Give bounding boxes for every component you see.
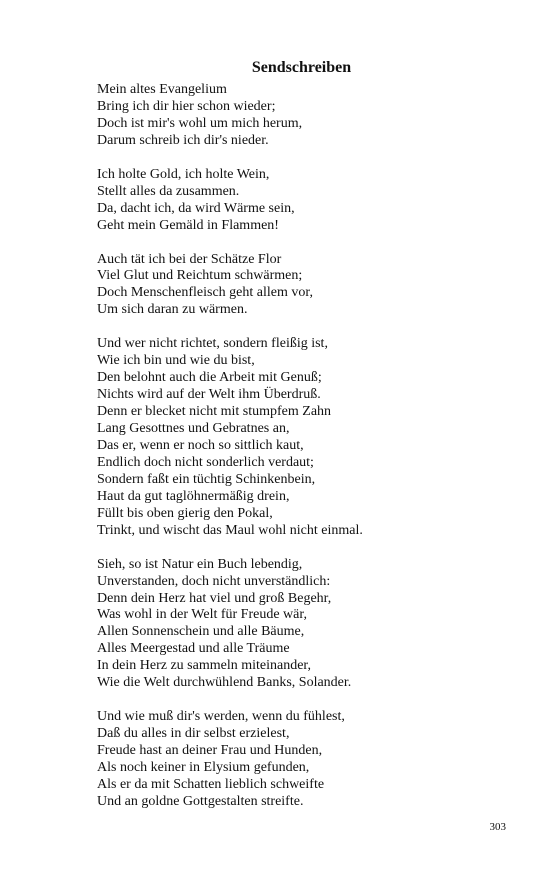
stanza (97, 252, 517, 320)
verse-line: Bring ich dir hier schon wieder; (97, 98, 276, 114)
verse-line: Sondern faßt ein tüchtig Schinkenbein, (97, 471, 316, 487)
stanza (97, 709, 517, 811)
verse-line: Den belohnt auch die Arbeit mit Genuß; (97, 370, 322, 386)
verse-line: Unverstanden, doch nicht unverständlich: (97, 573, 331, 589)
verse-line: Darum schreib ich dir's nieder. (97, 132, 269, 148)
verse-line: Daß du alles in dir selbst erzielest, (97, 726, 290, 742)
verse-line: Freude hast an deiner Frau und Hunden, (97, 743, 323, 759)
verse-line: Wie ich bin und wie du bist, (97, 353, 255, 369)
verse-line: Stellt alles da zusammen. (97, 183, 240, 199)
verse-line: Nichts wird auf der Welt ihm Überdruß. (97, 387, 321, 403)
verse-line: Denn dein Herz hat viel und groß Begehr, (97, 590, 332, 606)
stanza (97, 82, 517, 150)
verse-line: Wie die Welt durchwühlend Banks, Solander. (97, 675, 352, 691)
verse-line: Trinkt, und wischt das Maul wohl nicht einmal. (97, 522, 363, 538)
verse-line: Als noch keiner in Elysium gefunden, (97, 760, 310, 776)
verse-line: Ich holte Gold, ich holte Wein, (97, 166, 270, 182)
verse-line: Doch ist mir's wohl um mich herum, (97, 115, 303, 131)
verse-line: Und wer nicht richtet, sondern fleißig ist, (97, 336, 328, 352)
verse-line: Mein altes Evangelium (97, 82, 227, 97)
verse-line: Und an goldne Gottgestalten streifte. (97, 793, 304, 809)
poem-title: Sendschreiben (251, 59, 352, 76)
verse-line: Da, dacht ich, da wird Wärme sein, (97, 200, 295, 216)
verse-line: Endlich doch nicht sonderlich verdaut; (97, 454, 314, 470)
verse-line: Geht mein Gemäld in Flammen! (97, 217, 279, 233)
poem-body (97, 82, 517, 828)
verse-line: Füllt bis oben gierig den Pokal, (97, 505, 273, 521)
verse-line: Sieh, so ist Natur ein Buch lebendig, (97, 556, 303, 572)
verse-line: Was wohl in der Welt für Freude wär, (97, 607, 307, 623)
verse-line: Viel Glut und Reichtum schwärmen; (97, 268, 303, 284)
stanza (97, 336, 517, 539)
verse-line: Und wie muß dir's werden, wenn du fühlest, (97, 709, 345, 725)
verse-line: Doch Menschenfleisch geht allem vor, (97, 285, 313, 301)
stanza (97, 167, 517, 235)
verse-line: Haut da gut taglöhnermäßig drein, (97, 488, 290, 504)
verse-line: Um sich daran zu wärmen. (97, 302, 248, 318)
verse-line: Alles Meergestad und alle Träume (97, 641, 290, 657)
stanza (97, 557, 517, 693)
verse-line: Als er da mit Schatten lieblich schweifte (97, 777, 325, 792)
verse-line: Auch tät ich bei der Schätze Flor (97, 251, 282, 267)
verse-line: In dein Herz zu sammeln miteinander, (97, 658, 312, 674)
verse-line: Allen Sonnenschein und alle Bäume, (97, 624, 305, 640)
verse-line: Das er, wenn er noch so sittlich kaut, (97, 437, 304, 453)
verse-line: Lang Gesottnes und Gebratnes an, (97, 421, 290, 437)
page-number: 303 (489, 821, 506, 833)
verse-line: Denn er blecket nicht mit stumpfem Zahn (97, 404, 332, 420)
